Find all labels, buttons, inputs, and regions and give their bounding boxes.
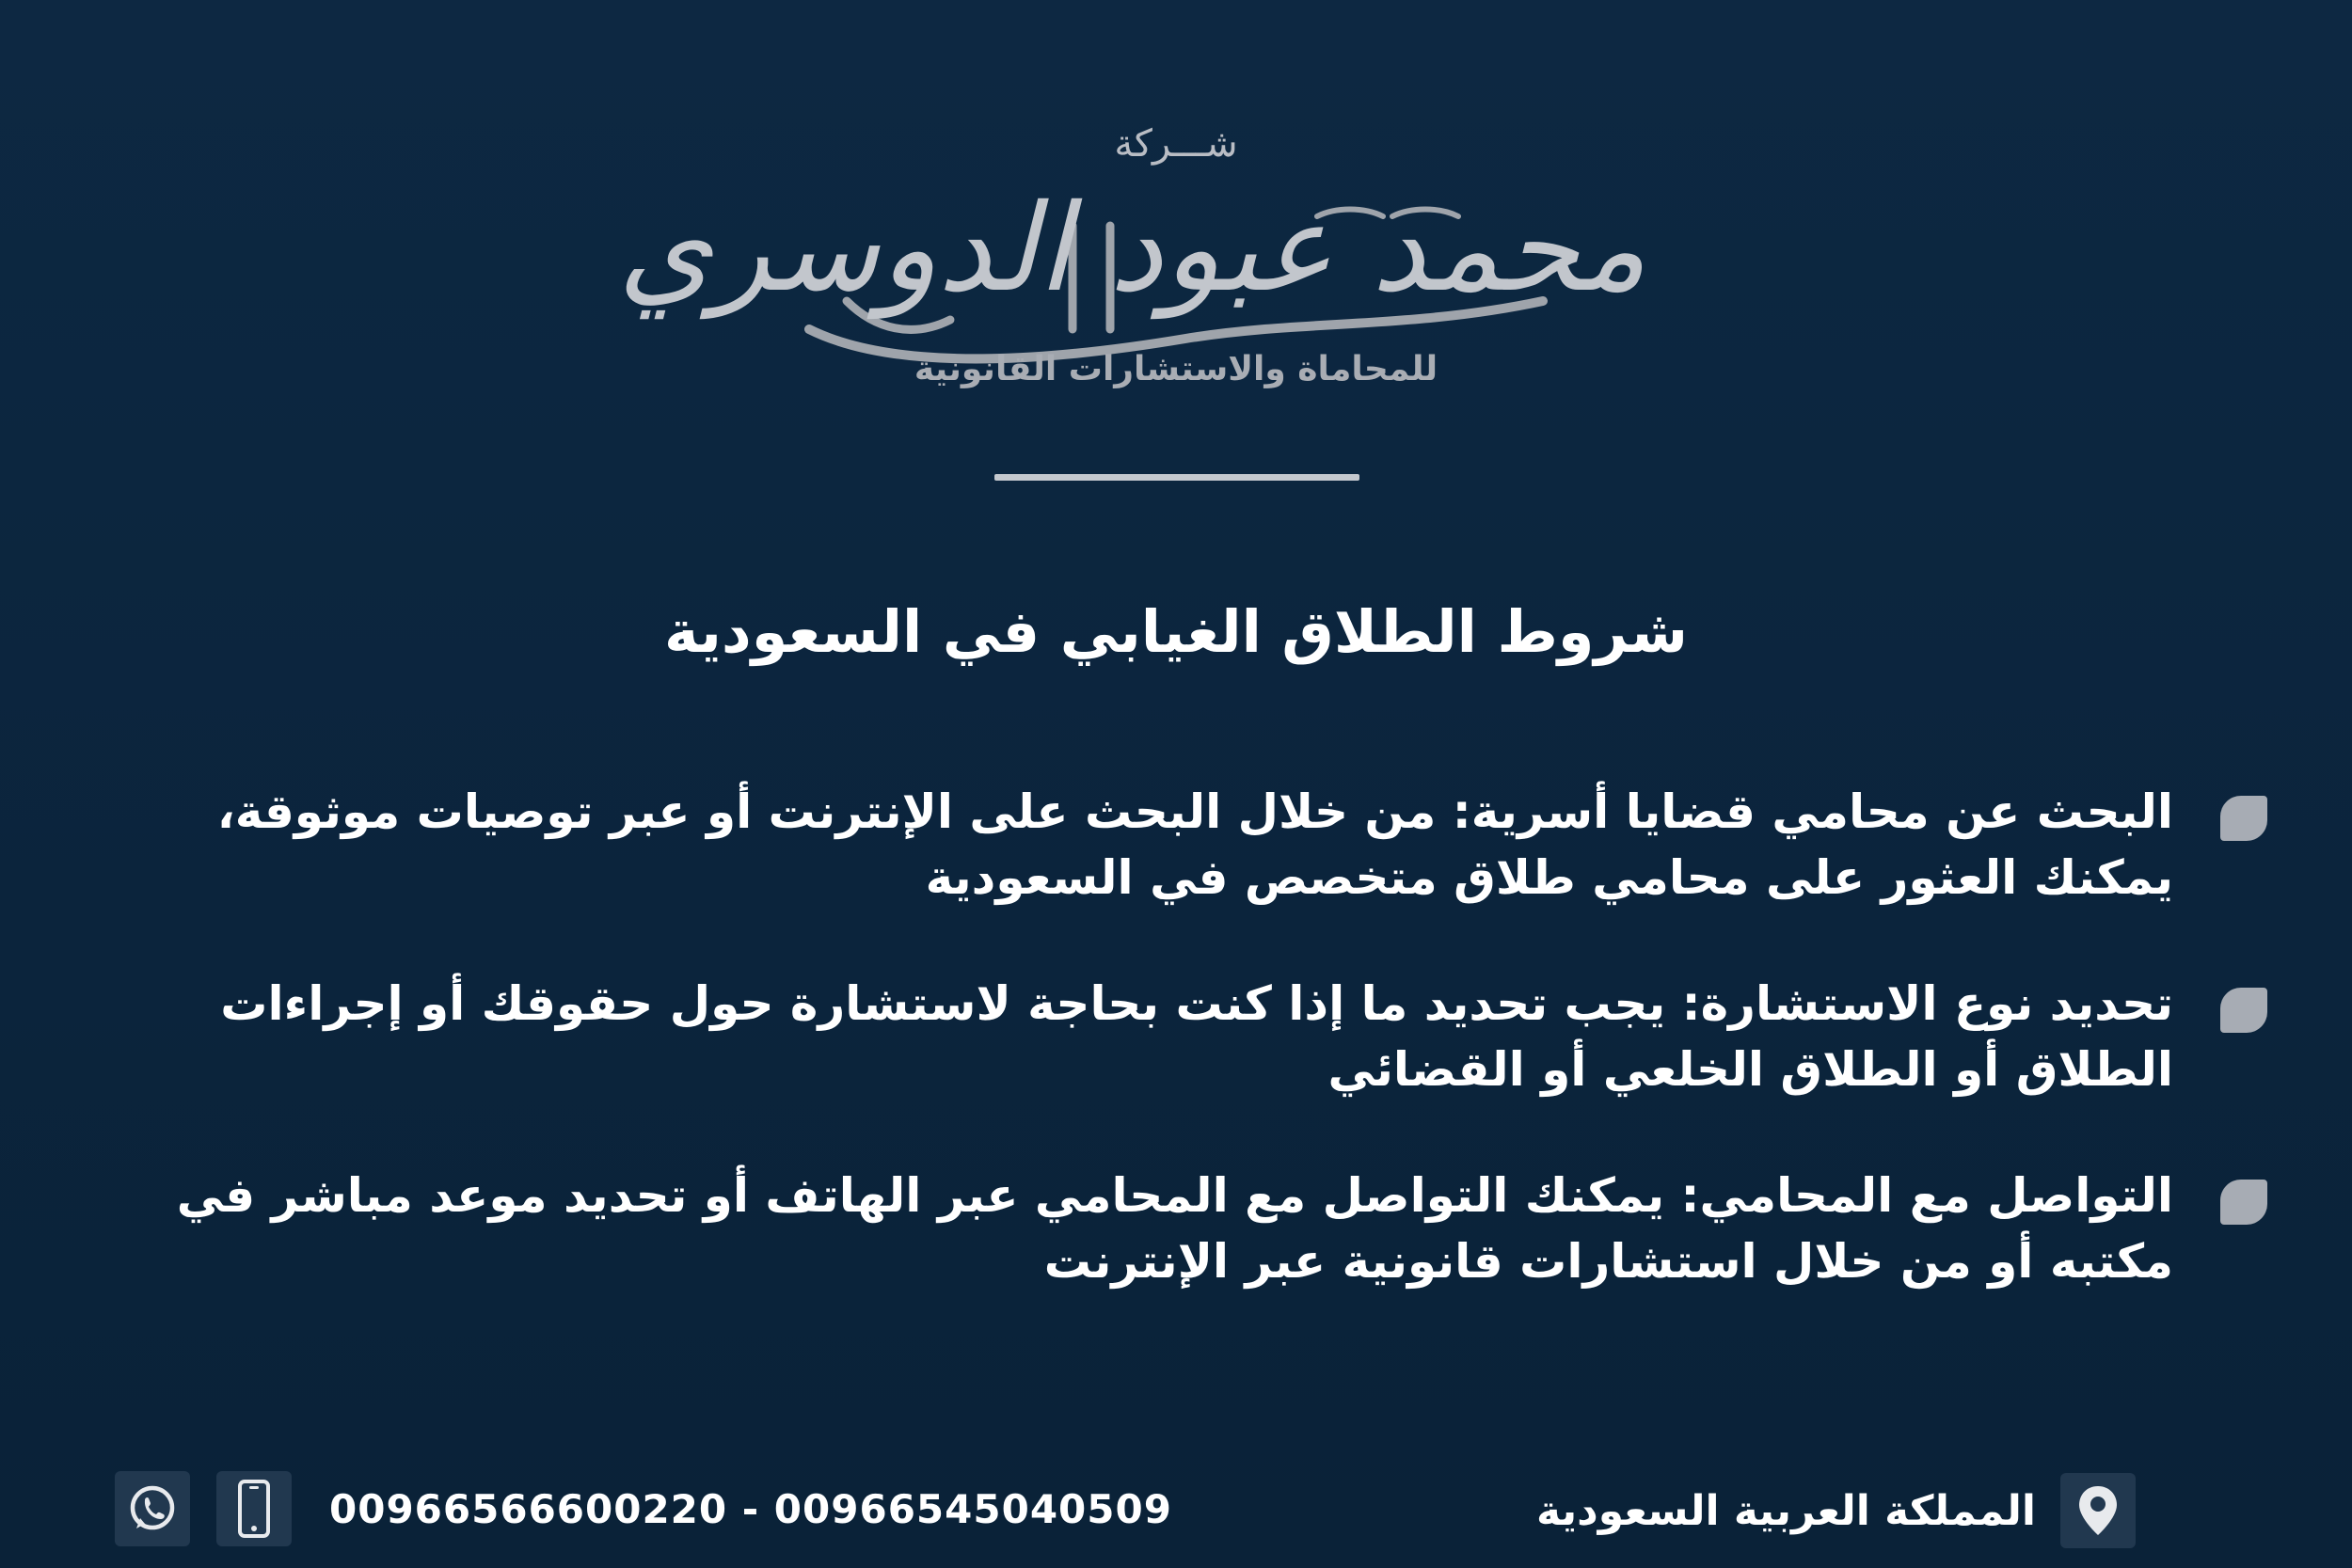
header-divider bbox=[994, 474, 1359, 481]
leaf-bullet-icon bbox=[2220, 988, 2267, 1033]
whatsapp-icon[interactable] bbox=[115, 1471, 190, 1546]
company-logo bbox=[617, 103, 1646, 414]
list-item-text: تحديد نوع الاستشارة: يجب تحديد ما إذا كنت بحاجة لاستشارة حول حقوقك أو إجراءات الطلاق أو الطلاق الخلعي أو القضائي bbox=[220, 976, 2173, 1097]
mobile-phone-icon[interactable] bbox=[216, 1471, 292, 1546]
logo-company-name: محمد عبود الدوسري bbox=[617, 179, 1646, 319]
leaf-bullet-icon bbox=[2220, 796, 2267, 841]
list-item bbox=[85, 779, 2267, 911]
leaf-bullet-icon bbox=[2220, 1180, 2267, 1225]
footer-location bbox=[1536, 1473, 2136, 1548]
logo-tagline: للمحاماة والاستشارات القانونية bbox=[914, 350, 1438, 388]
footer-contact bbox=[115, 1469, 1172, 1548]
logo-company-word: شـــركة bbox=[1114, 122, 1238, 166]
footer-phone-numbers[interactable]: 00966566600220 - 00966545040509 bbox=[329, 1485, 1172, 1532]
list-item-text: البحث عن محامي قضايا أسرية: من خلال البحث على الإنترنت أو عبر توصيات موثوقة، يمكنك العثور على محامي طلاق متخصص في السعودية bbox=[216, 784, 2173, 905]
list-item bbox=[85, 971, 2267, 1102]
list-item bbox=[85, 1163, 2267, 1294]
list-item-text: التواصل مع المحامي: يمكنك التواصل مع المحامي عبر الهاتف أو تحديد موعد مباشر في مكتبه أو من خلال استشارات قانونية عبر الإنترنت bbox=[176, 1168, 2173, 1289]
location-pin-icon bbox=[2060, 1473, 2136, 1548]
footer-location-text: المملكة العربية السعودية bbox=[1535, 1486, 2036, 1535]
conditions-list bbox=[85, 779, 2267, 1354]
page-title: شروط الطلاق الغيابي في السعودية bbox=[664, 597, 1688, 666]
